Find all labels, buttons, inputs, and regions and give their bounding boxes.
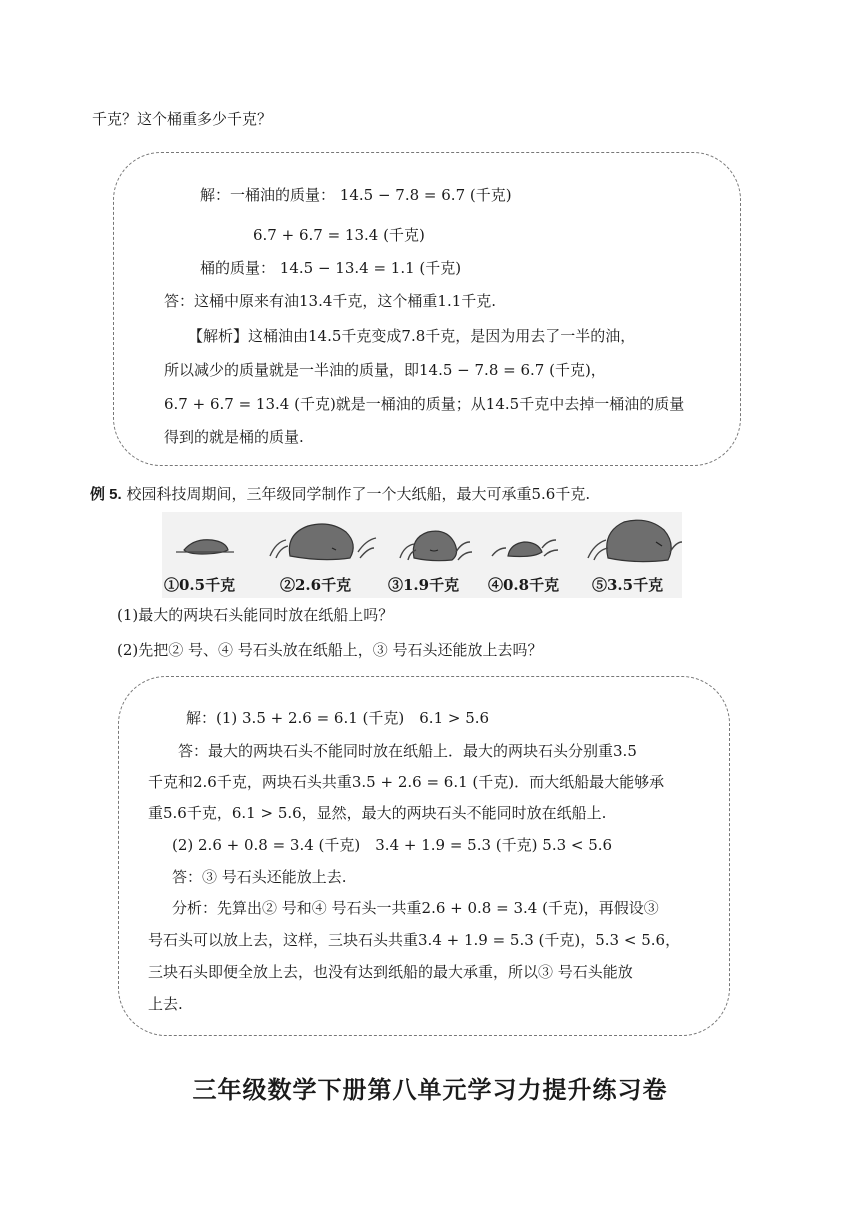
solution2-line: 分析：先算出② 号和④ 号石头一共重2.6 + 0.8 = 3.4 (千克)，再假设③ <box>172 899 659 917</box>
stone-1-icon <box>176 540 234 554</box>
solution2-line: 千克和2.6千克，两块石头共重3.5 + 2.6 = 6.1 (千克)．而大纸船最大能够承 <box>148 773 665 791</box>
solution2-line: 答：③ 号石头还能放上去. <box>172 868 347 886</box>
solution1-line1-label: 解：一桶油的质量： <box>200 186 336 204</box>
example5-label: 例 5. <box>90 486 122 503</box>
solution2-line: 上去. <box>148 995 183 1013</box>
continuation-text: 千克？这个桶重多少千克？ <box>92 110 273 128</box>
solution2-line: 解：(1) 3.5 + 2.6 = 6.1 (千克) 6.1 > 5.6 <box>186 709 490 727</box>
question-2: (2)先把② 号、④ 号石头放在纸船上，③ 号石头还能放上去吗？ <box>117 641 543 659</box>
section-heading: 三年级数学下册第八单元学习力提升练习卷 <box>192 1076 668 1104</box>
stones-figure <box>162 512 682 598</box>
solution1-analysis-line: 【解析】这桶油由14.5千克变成7.8千克，是因为用去了一半的油， <box>188 327 636 345</box>
solution2-line: 答：最大的两块石头不能同时放在纸船上．最大的两块石头分别重3.5 <box>178 742 637 760</box>
solution1-analysis-line: 6.7 + 6.7 = 13.4 (千克)就是一桶油的质量；从14.5千克中去掉一桶油的质量 <box>164 395 685 413</box>
example5-text: 校园科技周期间，三年级同学制作了一个大纸船，最大可承重5.6千克. <box>126 485 591 503</box>
stone-label: ④0.8千克 <box>488 576 560 594</box>
solution1-line3-eq: 14.5 − 13.4 = 1.1 (千克) <box>279 259 462 277</box>
stone-4-icon <box>492 540 558 557</box>
solution2-line: 重5.6千克，6.1 > 5.6，显然，最大的两块石头不能同时放在纸船上. <box>148 804 607 822</box>
stone-label: ②2.6千克 <box>280 576 352 594</box>
solution2-line: (2) 2.6 + 0.8 = 3.4 (千克) 3.4 + 1.9 = 5.3 (千克) 5.3 < 5.6 <box>172 836 613 854</box>
solution1-line3 <box>200 258 461 278</box>
example5-statement <box>90 484 590 505</box>
solution-box-2 <box>118 676 730 1036</box>
solution1-analysis-line: 所以减少的质量就是一半油的质量，即14.5 − 7.8 = 6.7 (千克)， <box>164 361 606 379</box>
stone-5-icon <box>588 520 682 561</box>
stone-2-icon <box>270 524 376 560</box>
solution2-line: 三块石头即便全放上去，也没有达到纸船的最大承重，所以③ 号石头能放 <box>148 963 633 981</box>
stone-label: ⑤3.5千克 <box>592 576 664 594</box>
question-1: (1)最大的两块石头能同时放在纸船上吗？ <box>117 606 394 624</box>
stone-3-icon <box>400 531 472 561</box>
stone-label: ①0.5千克 <box>164 576 236 594</box>
solution1-answer: 答：这桶中原来有油13.4千克，这个桶重1.1千克. <box>164 292 497 310</box>
solution1-line3-label: 桶的质量： <box>200 259 276 277</box>
solution2-line: 号石头可以放上去，这样，三块石头共重3.4 + 1.9 = 5.3 (千克)，5.3 < 5.6， <box>148 931 681 949</box>
solution1-line1 <box>200 185 512 205</box>
solution1-analysis-line: 得到的就是桶的质量. <box>164 428 304 446</box>
stones-illustration <box>162 512 682 574</box>
solution1-line1-eq: 14.5 − 7.8 = 6.7 (千克) <box>339 186 512 204</box>
solution1-line2: 6.7 + 6.7 = 13.4 (千克) <box>253 226 425 244</box>
stone-label: ③1.9千克 <box>388 576 460 594</box>
